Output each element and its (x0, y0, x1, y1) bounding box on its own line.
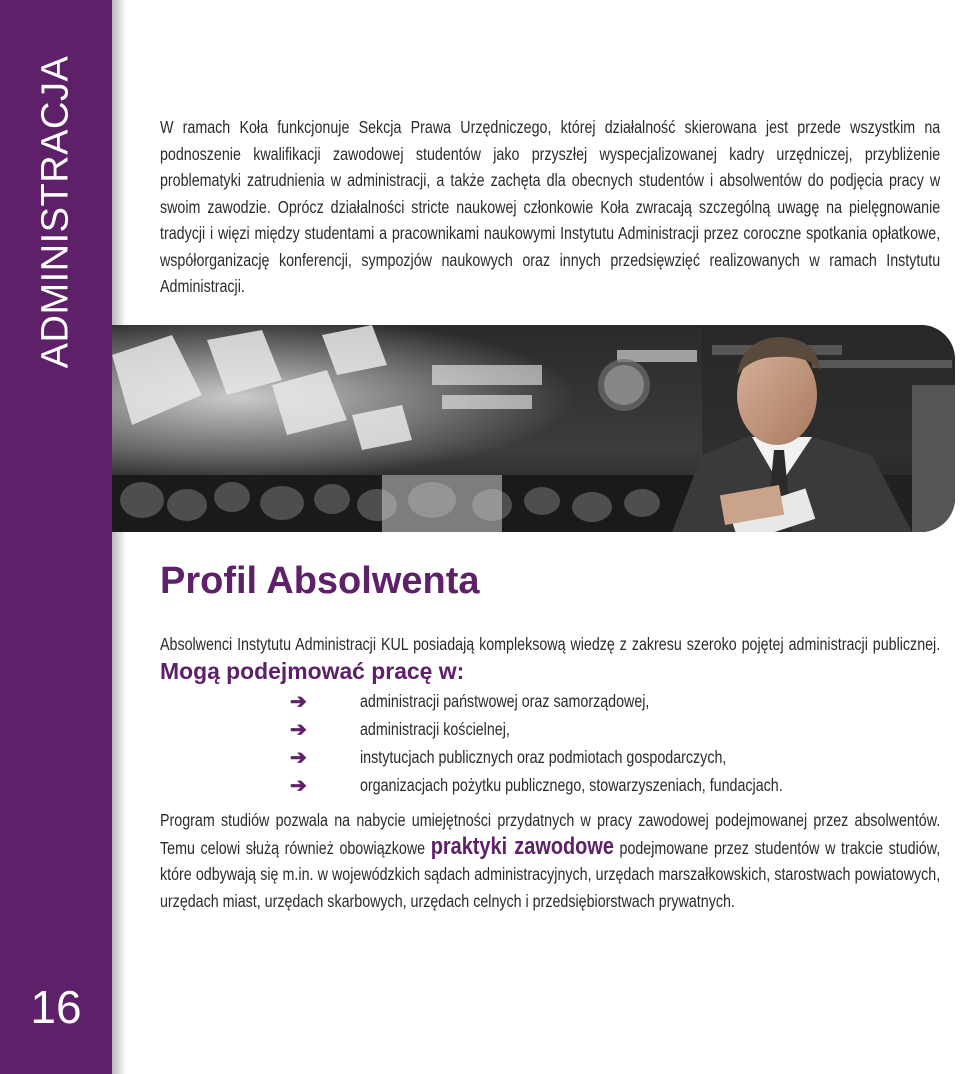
career-list (290, 687, 869, 799)
list-item (290, 687, 869, 715)
list-item (290, 771, 869, 799)
intro-paragraph: W ramach Koła funkcjonuje Sekcja Prawa Urzędniczego, której działalność skierowana jest przede wszystkim na podnoszenie kwalifikacji zawodowej studentów jako przyszłej wyspecjalizowanej kadry urzędniczej, przybliżenie problematyki zatrudnienia w administracji, a także zachęta dla obecnych studentów i absolwentów do podjęcia pracy w swoim zawodzie. Oprócz działalności stricte naukowej członkowie Koła zwracają szczególną uwagę na pielęgnowanie tradycji i więzi między studentami a pracownikami naukowymi Instytutu Administracji przez coroczne spotkania opłatkowe, współorganizację konferencji, sympozjów naukowych oraz innych przedsięwzięć realizowanych w ramach Instytutu Administracji. (160, 117, 941, 296)
list-item-text: administracji państwowej oraz samorządowej, (360, 690, 650, 711)
arrow-right-icon: ➔ (290, 718, 307, 741)
arrow-right-icon: ➔ (290, 746, 307, 769)
sidebar-shadow (112, 0, 126, 1074)
program-emphasis: praktyki zawodowe (430, 832, 614, 860)
profile-emphasis: Mogą podejmować pracę w: (160, 657, 465, 684)
program-paragraph (160, 807, 940, 914)
section-label: ADMINISTRACJA (34, 55, 77, 369)
list-item (290, 743, 869, 771)
program-section (160, 807, 940, 914)
arrow-right-icon: ➔ (290, 774, 307, 797)
section-heading: Profil Absolwenta (160, 560, 480, 602)
list-item-text: instytucjach publicznych oraz podmiotach gospodarczych, (360, 746, 727, 767)
profile-section (160, 631, 940, 686)
list-item (290, 715, 869, 743)
photo-illustration (112, 325, 955, 532)
arrow-right-icon: ➔ (290, 690, 307, 713)
program-text-after: podejmowane przez studentów w trakcie studiów, które odbywają się m.in. w wojewódzkich sądach administracyjnych, urzędach marszałkowskich, starostwach powiatowych, urzędach miast, urzędach skarbowych, urzędach celnych i przedsiębiorstwach prywatnych. (160, 837, 941, 911)
intro-section (160, 114, 940, 300)
list-item-text: organizacjach pożytku publicznego, stowarzyszeniach, fundacjach. (360, 774, 783, 795)
program-text-before: Program studiów pozwala na nabycie umiejętności przydatnych w pracy zawodowej podejmowanej przez absolwentów. Temu celowi służą również obowiązkowe (160, 810, 941, 858)
profile-paragraph (160, 631, 940, 686)
page-number: 16 (30, 981, 82, 1033)
profile-lead: Absolwenci Instytutu Administracji KUL posiadają kompleksową wiedzę z zakresu szeroko pojętej administracji publicznej. (160, 634, 941, 654)
hero-photo (112, 325, 955, 532)
list-item-text: administracji kościelnej, (360, 718, 510, 739)
